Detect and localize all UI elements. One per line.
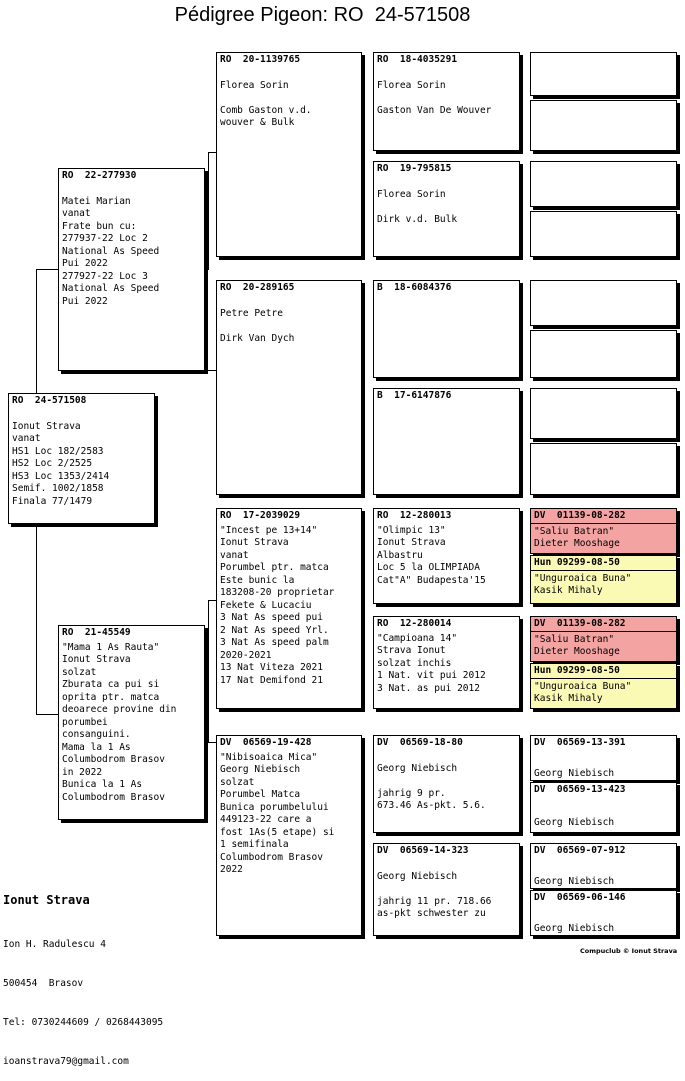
pigeon-box-father[interactable]: [58, 168, 205, 371]
connector-line: [36, 269, 60, 270]
pigeon-box-mfm[interactable]: [373, 616, 520, 709]
pigeon-box-mother[interactable]: [58, 625, 205, 820]
pigeon-box-g2[interactable]: [530, 100, 677, 151]
ring-number: DV 06569-07-912: [534, 845, 626, 856]
breeder-email[interactable]: ioanstrava79@gmail.com: [3, 1056, 129, 1067]
pigeon-box-mm[interactable]: [216, 735, 362, 936]
pigeon-box-g12[interactable]: [530, 663, 677, 709]
ring-number: DV 06569-19-428: [220, 737, 312, 748]
ring-number: DV 01139-08-282: [531, 510, 676, 524]
pigeon-box-ffm[interactable]: [373, 161, 520, 257]
connector-line: [208, 152, 209, 269]
ring-number: RO 20-1139765: [220, 54, 301, 65]
connector-line: [36, 714, 60, 715]
pigeon-box-mff[interactable]: [373, 508, 520, 604]
pigeon-info: "Olimpic 13" Ionut Strava Albastru Loc 5 la OLIMPIADA Cat"A" Budapesta'15: [377, 524, 486, 586]
pigeon-box-fff[interactable]: [373, 52, 520, 151]
connector-line: [36, 524, 37, 714]
ring-number: DV 06569-18-80: [377, 737, 463, 748]
pigeon-box-fm[interactable]: [216, 280, 362, 495]
pigeon-info: Ionut Strava vanat HS1 Loc 182/2583 HS2 Loc 2/2525 HS3 Loc 1353/2414 Semif. 1002/1858 Finala 77/1479: [12, 420, 110, 507]
pigeon-info: "Unguroaica Buna" Kasik Mihaly: [534, 572, 632, 596]
pigeon-box-g13[interactable]: [530, 735, 677, 781]
ring-number: B 18-6084376: [377, 282, 452, 293]
pigeon-info: Georg Niebisch: [534, 816, 615, 828]
pigeon-box-g8[interactable]: [530, 443, 677, 495]
pigeon-box-g16[interactable]: [530, 890, 677, 936]
pigeon-info: "Campioana 14" Strava Ionut solzat inchis 1 Nat. vit pui 2012 3 Nat. as pui 2012: [377, 632, 486, 694]
pigeon-box-g7[interactable]: [530, 388, 677, 439]
ring-number: DV 06569-06-146: [534, 892, 626, 903]
pigeon-info: "Nibisoaica Mica" Georg Niebisch solzat Porumbel Matca Bunica porumbelului 449123-22 care a fost 1As(5 etape) si 1 semifinala Columbodrom Brasov 2022: [220, 751, 335, 875]
pigeon-box-mmm[interactable]: [373, 843, 520, 936]
ring-number: Hun 09299-08-50: [531, 665, 676, 679]
pigeon-info: Florea Sorin Dirk v.d. Bulk: [377, 188, 458, 225]
pigeon-box-g3[interactable]: [530, 161, 677, 207]
ring-number: RO 12-280014: [377, 618, 452, 629]
breeder-phone: Tel: 0730244609 / 0268443095: [3, 1017, 164, 1028]
pigeon-info: "Unguroaica Buna" Kasik Mihaly: [534, 680, 632, 704]
pigeon-info: Georg Niebisch: [534, 875, 615, 887]
pigeon-box-g15[interactable]: [530, 843, 677, 889]
pigeon-box-mf[interactable]: [216, 508, 362, 709]
pigeon-info: "Saliu Batran" Dieter Mooshage: [534, 633, 620, 657]
ring-number: RO 18-4035291: [377, 54, 458, 65]
ring-number: DV 06569-13-423: [534, 784, 626, 795]
pigeon-box-ff[interactable]: [216, 52, 362, 257]
pigeon-box-fmf[interactable]: [373, 280, 520, 378]
pigeon-info: Florea Sorin Gaston Van De Wouver: [377, 79, 492, 116]
pigeon-box-g11[interactable]: [530, 616, 677, 662]
footer-credit: Compuclub © Ionut Strava: [580, 947, 678, 955]
pigeon-box-g5[interactable]: [530, 280, 677, 326]
connector-line: [205, 269, 209, 270]
pigeon-info: Georg Niebisch jahrig 11 pr. 718.66 as-pkt schwester zu: [377, 870, 492, 919]
connector-line: [208, 600, 209, 742]
ring-number: DV 01139-08-282: [531, 618, 676, 632]
ring-number: RO 21-45549: [62, 627, 131, 638]
ring-number: RO 17-2039029: [220, 510, 301, 521]
pigeon-box-g14[interactable]: [530, 782, 677, 833]
ring-number: RO 22-277930: [62, 170, 137, 181]
pigeon-box-g1[interactable]: [530, 52, 677, 96]
ring-number: Hun 09299-08-50: [531, 557, 676, 571]
pigeon-box-mmf[interactable]: [373, 735, 520, 833]
pigeon-info: "Mama 1 As Rauta" Ionut Strava solzat Zburata ca pui si oprita ptr. matca deoarece provine din porumbei consanguini. Mama la 1 As Columbodrom Brasov in 2022 Bunica la 1 As Columbodrom Brasov: [62, 641, 177, 803]
pigeon-box-g9[interactable]: [530, 508, 677, 554]
pigeon-info: Petre Petre Dirk Van Dych: [220, 307, 295, 344]
pigeon-box-subject[interactable]: [8, 393, 155, 524]
pigeon-info: Georg Niebisch jahrig 9 pr. 673.46 As-pkt. 5.6.: [377, 762, 486, 811]
pigeon-info: "Saliu Batran" Dieter Mooshage: [534, 525, 620, 549]
breeder-name: Ionut Strava: [3, 893, 90, 907]
breeder-info: [3, 868, 163, 1081]
ring-number: DV 06569-14-323: [377, 845, 469, 856]
pigeon-info: Matei Marian vanat Frate bun cu: 277937-22 Loc 2 National As Speed Pui 2022 277927-22 Loc 3 National As Speed Pui 2022: [62, 195, 160, 307]
pigeon-box-g10[interactable]: [530, 555, 677, 604]
ring-number: RO 20-289165: [220, 282, 295, 293]
ring-number: RO 12-280013: [377, 510, 452, 521]
pigeon-box-g4[interactable]: [530, 211, 677, 257]
pigeon-info: Florea Sorin Comb Gaston v.d. wouver & Bulk: [220, 79, 312, 128]
pigeon-info: Georg Niebisch: [534, 922, 615, 934]
ring-number: RO 19-795815: [377, 163, 452, 174]
breeder-city: 500454 Brasov: [3, 978, 84, 989]
pigeon-info: Georg Niebisch: [534, 767, 615, 779]
pigeon-box-g6[interactable]: [530, 330, 677, 378]
ring-number: RO 24-571508: [12, 395, 87, 406]
ring-number: B 17-6147876: [377, 390, 452, 401]
page-title: Pédigree Pigeon: RO 24-571508: [174, 4, 471, 26]
breeder-address: Ion H. Radulescu 4: [3, 939, 106, 950]
pigeon-info: "Incest pe 13+14" Ionut Strava vanat Porumbel ptr. matca Este bunic la 183208-20 proprietar Fekete & Lucaciu 3 Nat As speed pui 2 Nat As speed Yrl. 3 Nat As speed palm 2020-2021 13 Nat Viteza 2021 17 Nat Demifond 21: [220, 524, 335, 686]
ring-number: DV 06569-13-391: [534, 737, 626, 748]
pigeon-box-fmm[interactable]: [373, 388, 520, 495]
connector-line: [36, 269, 37, 393]
